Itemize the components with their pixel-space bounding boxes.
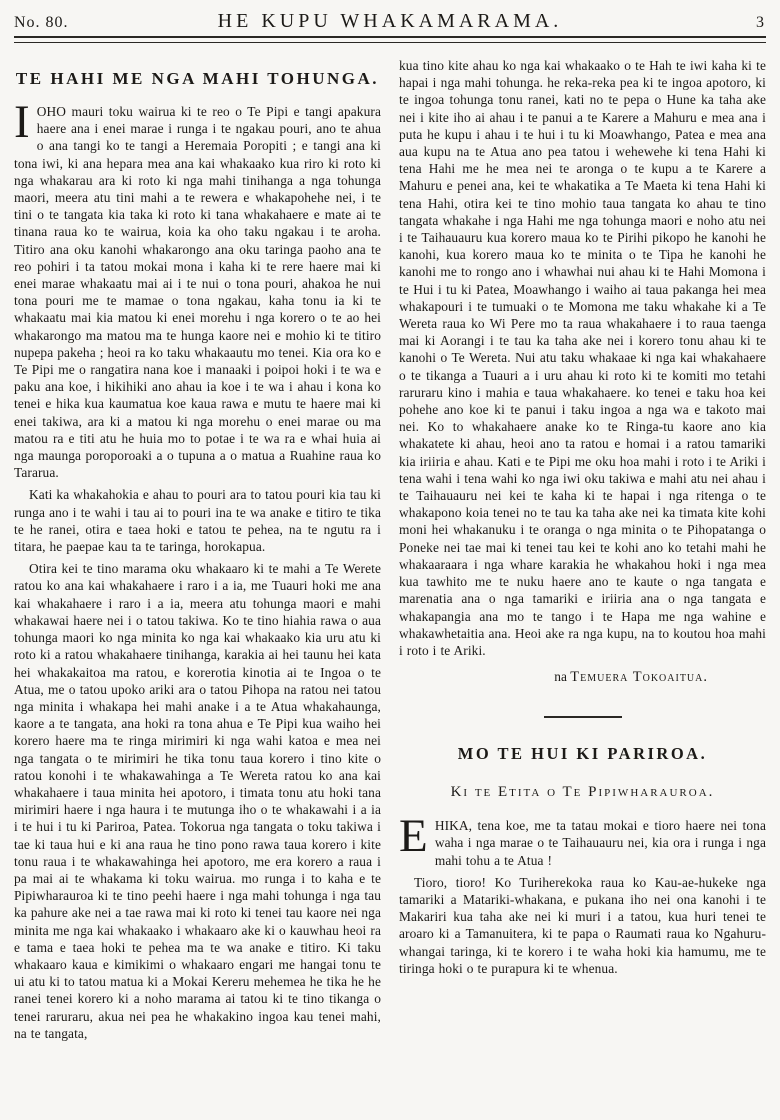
editor-address-line: Ki te Etita o Te Pipiwharauroa. [450, 784, 715, 801]
left-paragraph-3: Otira kei te tino marama oku whakaaro ki te mahi a Te Werete ratou ko ana kai whakahaere i raro i a ia, me Tuauri hoki me ana kai whakahaere i raro i a ia, meera atu tohunga maori e mahi whakawai haere nei i o tatou takiwa. Ko te tino hiahia rawa o aua tohunga maori ko nga minita ko nga kai whakaako kia uru atu ki roto ki a ratou whakahaere tinihanga, karakia ai hei taunu hei kata hei whakakaitoa ma ratou, e korerotia kinotia ai te Ingoa o te Atua, me o tatou upoko ariki ara o tatou Pihopa na ratou nei tatou nga minita i whakapa hei mahi anake i a te Atua whakahaunga, kaore a te tangata, ana hoki ra tona ahua e Te Pipi kua waiho hei korero haere ma te ringa mirimiri ki nga wahi katoa e mea nei nga tangata o te mirimiri he tika tonu taua korero i tino kite o ratou konohi i te whakawahinga a Te Wereta ratou ko ana kai whakahaere i taua minita hei apotoro, i timata tonu atu hoki tana mirimiri haere i nga haura i te mutunga iho o te whakawahi i a ia i te hui i tu ki Pariroa, Patea. Tokorua nga tangata o toku takiwa i tae ki taua hui e ki ana raua he tino pono rawa taua korero i kite tonu raua i te whakawahinga hei apotoro, me era korero a raua i pa mai ai te whakama ki toku wairua. mo runga i to kaha e te Pipiwharauroa ki te tino peehi haere i nga mahi tohunga i nga tau ka pahure ake nei a tae rawa mai ki roto ki tenei tau kaore nei nga minita me nga kai whakaako i whakaaro ake ki o kauwhau heoi ra e tama e taea hoki te pehea ma te wa anake e titiro. Ki taku whakaaro kaua e kimikimi o whakaaro engari me hangai tonu te ui atu ki to tatou matua ki a Mokai Kereru mehemea he tika he he ranei tenei korero ki a noho marama ai tatou ki te tino tikanga o tenei raruraru, akua nei pea he whakakino ingoa kau tenei mahi, na te tangata, [14, 561, 381, 1041]
author-signature [399, 669, 766, 686]
section-divider-rule [544, 716, 622, 718]
left-paragraph-1 [14, 96, 381, 481]
masthead-title: HE KUPU WHAKAMARAMA. [217, 10, 563, 32]
issue-number: No. 80. [14, 14, 69, 31]
header-rule [14, 36, 766, 43]
right-paragraph-continuation: kua tino kite ahau ko nga kai whakaako o te Hah te iwi kaha ki te hapai i nga mahi tohunga. he reka-reka pea ki te ingoa apotoro, ki te ingoa tohunga tonu ranei, kati no te pepa o Hune ka taha ake nei i kite iho ai ahau i te panui a te Karere a Mahuru e mea ana i puta he kupu i ahau i te hui i tu ki Moawhango, Patea e mea ana aua kupu na te Atua ano pea tatou i wehewehe ki tena Hahi ki tena Hahi me he mea nei te aronga o te kupu a te Karere a Mahuru e penei ana, kei te whakatika a Te Maeta ki tena Hahi ki tena Hahi, otira kei te tino mohio taua tangata ko ahau te tino tangata whakahe i nga Hahi me nga tohunga maori e noho atu nei i te Taihauauru kua korero maua ko te Pirihi pikopo he kanohi he kanohi, kua korero maua ko te minita o te Tipa he kanohi he kanohi me to rongo ano i whawhai nui ahau ki te Hahi Momona i te Hui i tu ki Patea, Moawhango i waiho ai taua pakanga hei mea whakapouri i te tumuaki o te Momona me taku whakahe ki a Te Wereta raua ko Wi Pere mo ta raua whakahaere i to raua taenga mai ki Aorangi i te tau ka taha ake nei i korero tonu ahau ki te kanohi o Te Wereta. Nui atu taku whakaae ki nga kai whakahaere o te tikanga a Tuauri a i uru ahau ki roto ki te komiti mo tetahi raruraru kino i mahia e taua whakahaere. ko tenei e taku hoa kei pohehe ano koe ki te panui i taku ingoa a nga wa e takoto mai nei. Ko to whakahaere anake ko te Ringa-tu kaore ano kia whakatete ki ahau, heoi ano ta ratou e homai i a ratou tamariki kia iriiria e ahau. Kati e te Pipi me oku hoa mahi i roto i te Ariki i tena wahi i tena wahi ko nga iwi oku takiwa e mahi atu nei ahau i te Taihauauru nei kei te kaha ki te hapai i nga ritenga o te whakapono koia tenei no te tau ka taha ake nei ka timata kite kohi moni hei whakanuku i te oranga o nga minita o te Pihopatanga o Poneke nei tae mai ki tenei tau kei te kohi ano ko tetahi mahi he whakaaraara i nga whare karakia he whakahou hoki i nga mea kua tawhito me te nuku haere ano te kaute o nga tangata e marenatia ana o nga tamariki e iriiria ana o nga tangata e whakapangia ana mo te tango i te Hapa me nga wahine e whakawhetaitia ana. Heoi ake ra nga kupu, na to koutou hoa mahi i roto i te Ariki. [399, 58, 766, 658]
signature-name: Temuera Tokoaitua. [570, 669, 708, 686]
article-heading-te-hahi: TE HAHI ME NGA MAHI TOHUNGA. [15, 69, 380, 88]
left-paragraph-2: Kati ka whakahokia e ahau to pouri ara to tatou pouri kia tau ki runga ano i te wahi i tau ai to pouri ina te wa anake e titiro te tika te he ranei, otira e taea hoki e tatou te pehea, na te ngutu ra i titara, he paepae kau ta te taringa, horokapua. [14, 487, 381, 555]
page-header [14, 10, 766, 33]
section2-paragraph-2: Tioro, tioro! Ko Turiherekoka raua ko Kau-ae-hukeke nga tamariki a Matariki-whakana, e pukana iho nei ona kanohi i te Makariri kua taha ake nei ki muri i a tatou, kua huri tenei te aroaro ki a Tamanuitera, ki te papa o Raumati raua ko Ngahuru-whangai taringa, ki te korero i te waha hoki kia hamumu, me te tiringa hoki o te purapura ki te whenua. [399, 874, 766, 976]
dropcap-i: I [14, 96, 30, 148]
signature-prefix: na [554, 669, 571, 685]
right-column [399, 57, 766, 1042]
section2-paragraph-1-text: HIKA, tena koe, me ta tatau mokai e tioro haere nei tona waha i nga marae o te Taihauauru nei, kia ora i runga i nga mahi tohu a te Atua ! [434, 818, 766, 868]
left-paragraph-1-text: OHO mauri toku wairua ki te reo o Te Pipi e tangi apakura haere ana i enei marae i runga i te ngakau pouri, ano te ahua o ana tangi ko te tangi a Heremaia Poropiti ; e tangi ana ki tona iwi, ki ana hepara mea ana kai whakaako kua riro ki roto ki nga whakarau ara ki roto ki nga mahi tinihanga a nga tohunga maori, meera atu tini mahi a te rewera e whakapohehe nei, i te tini o te tangata kia taka ki roto ki tana whakahaere e mate ai te tinana raua ko te wairua, koia ka oho taku ngakau i te aroha. Titiro ana oku kanohi whakarongo ana oku taringa paoho ana te reo pohiri i ta tatou mokai mona i kaha ki te rere haere mai ki enei marae whakaatu mai ai i te nui o tona pouri, ahakoa he nui tona pouri me te mamae o tona ngakau, kaha tonu ia ki te whakaatu mai kia matou ki enei morehu i nga korero o te ao hei whakarongo ma matou ma te hunga kaore nei e mohio ki te titiro nupepa pakeha ; heoi ra ko taku whakaautu mo tenei. Kia ora ko e Te Pipi me o rangatira nana koe i manaaki i poipoi hoki i te wa e paku ana koe, i hikihiki ano ahau ia koe i te wa i ahau i kona ko tenei e hika kua kaumatua koe kaua rawa e mutu te haere mai ki enei takiwa, ara ki a matou ki nga morehu o enei marae ou ma matou ra e titi atu he huia mo to potae i te wa ra e whai huia ai nga maunga poroporoaki a o tupuna a o matua a Ruahine raua ko Tararua. [14, 104, 381, 481]
left-column [14, 57, 381, 1042]
column-layout [14, 57, 766, 1042]
page-number: 3 [756, 14, 764, 31]
dropcap-e: E [399, 810, 428, 863]
article-heading-mo-te-hui: MO TE HUI KI PARIROA. [457, 744, 708, 764]
section2-paragraph-1 [399, 810, 766, 869]
